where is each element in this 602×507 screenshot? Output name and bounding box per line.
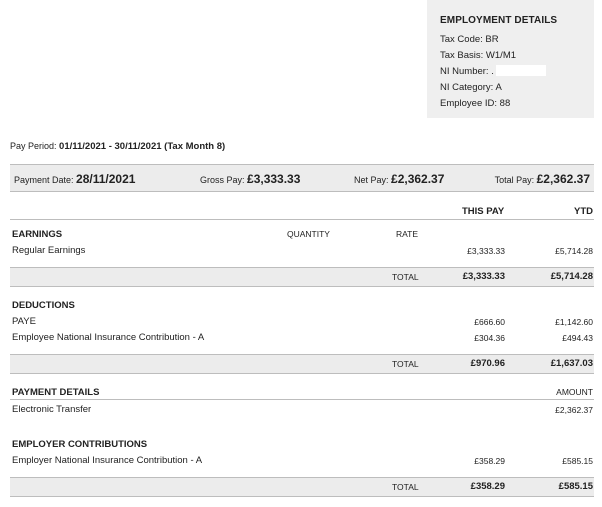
pay-period bbox=[10, 141, 225, 152]
earnings-total-label: TOTAL bbox=[392, 272, 419, 282]
total-pay-label: Total Pay: bbox=[494, 175, 537, 185]
employer-contributions-heading: EMPLOYER CONTRIBUTIONS bbox=[12, 439, 148, 450]
pay-period-value: 01/11/2021 - 30/11/2021 (Tax Month 8) bbox=[59, 141, 226, 152]
employer-total-label: TOTAL bbox=[392, 482, 419, 492]
employer-total-this-pay: £358.29 bbox=[470, 481, 505, 492]
ni-number-redaction bbox=[496, 65, 546, 76]
pay-period-label: Pay Period: bbox=[10, 141, 60, 151]
employer-row-this-pay: £358.29 bbox=[474, 456, 505, 466]
amount-header: AMOUNT bbox=[556, 387, 593, 397]
ni-number: NI Number: . bbox=[440, 66, 494, 77]
ni-category: NI Category: A bbox=[440, 82, 502, 93]
deduction-row-label: Employee National Insurance Contribution - A bbox=[12, 332, 205, 343]
earnings-heading: EARNINGS bbox=[12, 229, 63, 240]
deduction-row-ytd: £1,142.60 bbox=[555, 317, 593, 327]
deduction-row-this-pay: £304.36 bbox=[474, 333, 505, 343]
employer-total-bar bbox=[10, 477, 594, 497]
gross-pay bbox=[200, 172, 300, 186]
employer-total-ytd: £585.15 bbox=[558, 481, 593, 492]
net-pay bbox=[354, 172, 444, 186]
net-pay-value: £2,362.37 bbox=[391, 172, 445, 186]
deductions-total-this-pay: £970.96 bbox=[470, 358, 505, 369]
tax-basis: Tax Basis: W1/M1 bbox=[440, 50, 517, 61]
deductions-total-bar bbox=[10, 354, 594, 374]
deduction-row-label: PAYE bbox=[12, 316, 36, 327]
deduction-row-ytd: £494.43 bbox=[562, 333, 593, 343]
employee-id: Employee ID: 88 bbox=[440, 98, 511, 109]
gross-pay-label: Gross Pay: bbox=[200, 175, 248, 185]
payment-date-label: Payment Date: bbox=[14, 175, 77, 185]
header-rule bbox=[10, 219, 594, 220]
this-pay-header: THIS PAY bbox=[462, 206, 505, 217]
payment-details-rule bbox=[10, 399, 594, 400]
deductions-heading: DEDUCTIONS bbox=[12, 300, 75, 311]
total-pay bbox=[495, 172, 590, 186]
payment-row-label: Electronic Transfer bbox=[12, 404, 92, 415]
employer-row-label: Employer National Insurance Contribution - A bbox=[12, 455, 203, 466]
employer-row-ytd: £585.15 bbox=[562, 456, 593, 466]
earnings-row-ytd: £5,714.28 bbox=[555, 246, 593, 256]
tax-code: Tax Code: BR bbox=[440, 34, 499, 45]
earnings-total-ytd: £5,714.28 bbox=[550, 271, 593, 282]
deduction-row-this-pay: £666.60 bbox=[474, 317, 505, 327]
ytd-header: YTD bbox=[574, 206, 593, 217]
payment-details-heading: PAYMENT DETAILS bbox=[12, 387, 100, 398]
deductions-total-ytd: £1,637.03 bbox=[550, 358, 593, 369]
deductions-total-label: TOTAL bbox=[392, 359, 419, 369]
net-pay-label: Net Pay: bbox=[354, 175, 392, 185]
rate-header: RATE bbox=[396, 229, 419, 239]
pay-summary-bar bbox=[10, 164, 594, 192]
payment-row-amount: £2,362.37 bbox=[555, 405, 593, 415]
earnings-row-label: Regular Earnings bbox=[12, 245, 86, 256]
payment-date bbox=[14, 172, 135, 186]
ni-number-row bbox=[440, 64, 594, 80]
earnings-row-this-pay: £3,333.33 bbox=[467, 246, 505, 256]
payment-date-value: 28/11/2021 bbox=[76, 172, 136, 186]
gross-pay-value: £3,333.33 bbox=[247, 172, 301, 186]
employment-details-panel bbox=[427, 0, 594, 118]
employment-details-heading: EMPLOYMENT DETAILS bbox=[440, 15, 558, 26]
quantity-header: QUANTITY bbox=[287, 229, 330, 239]
earnings-total-this-pay: £3,333.33 bbox=[462, 271, 505, 282]
earnings-total-bar bbox=[10, 267, 594, 287]
total-pay-value: £2,362.37 bbox=[536, 172, 590, 186]
